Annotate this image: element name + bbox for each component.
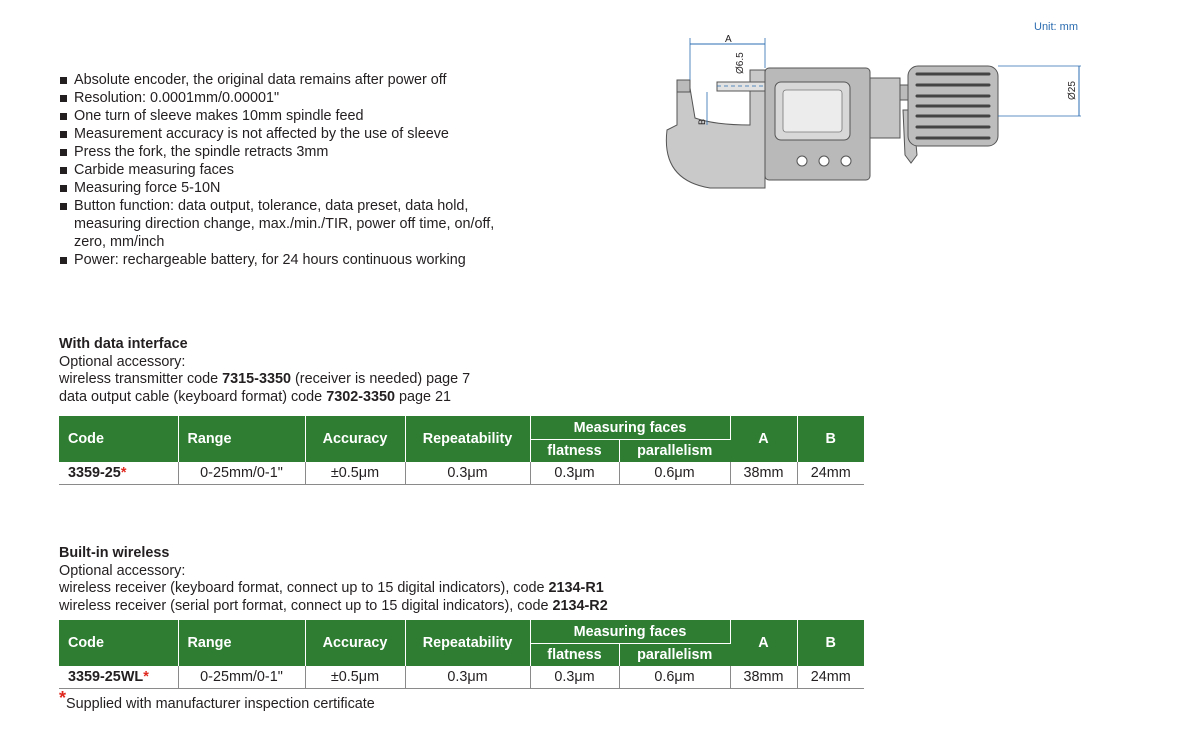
cell-a: 38mm — [730, 666, 797, 689]
section-title: With data interface — [59, 336, 188, 352]
header-accuracy: Accuracy — [305, 620, 405, 666]
cell-repeatability: 0.3μm — [405, 462, 530, 485]
cell-a: 38mm — [730, 462, 797, 485]
button-icon — [841, 156, 851, 166]
feature-item: Measurement accuracy is not affected by the use of sleeve — [59, 125, 529, 143]
header-repeatability: Repeatability — [405, 620, 530, 666]
thimble-diameter-label: Ø25 — [1067, 81, 1078, 100]
cell-parallelism: 0.6μm — [619, 666, 730, 689]
header-parallelism: parallelism — [619, 440, 730, 463]
section-title: Built-in wireless — [59, 545, 170, 561]
anvil — [677, 80, 690, 92]
cell-repeatability: 0.3μm — [405, 666, 530, 689]
optional-label: Optional accessory: — [59, 353, 186, 370]
spec-table-data-interface — [59, 416, 864, 485]
feature-list — [59, 71, 529, 269]
accessory-line: wireless receiver (serial port format, connect up to 15 digital indicators), code 2134-R2 — [59, 597, 608, 614]
header-repeatability: Repeatability — [405, 416, 530, 462]
feature-item: Carbide measuring faces — [59, 161, 529, 179]
cell-range: 0-25mm/0-1" — [178, 666, 305, 689]
cell-accuracy: ±0.5μm — [305, 666, 405, 689]
table-row — [59, 462, 864, 485]
cell-b: 24mm — [797, 462, 864, 485]
feature-item: Measuring force 5-10N — [59, 179, 529, 197]
spindle — [717, 82, 765, 91]
accessory-line: wireless receiver (keyboard format, connect up to 15 digital indicators), code 2134-R1 — [59, 580, 604, 596]
cell-accuracy: ±0.5μm — [305, 462, 405, 485]
footnote — [59, 688, 375, 713]
feature-item: Press the fork, the spindle retracts 3mm — [59, 143, 529, 161]
header-flatness: flatness — [530, 644, 619, 667]
wireless-section — [59, 545, 608, 615]
feature-item: Power: rechargeable battery, for 24 hours continuous working — [59, 251, 529, 269]
accessory-line: data output cable (keyboard format) code 7302-3350 page 21 — [59, 388, 452, 405]
button-icon — [819, 156, 829, 166]
feature-item: Button function: data output, tolerance, data preset, data hold, measuring direction change, max./min./TIR, power off time, on/off, zero, mm/inch — [59, 197, 529, 251]
footnote-star: * — [59, 688, 67, 708]
data-interface-section — [59, 336, 470, 406]
feature-item: Resolution: 0.0001mm/0.00001" — [59, 89, 529, 107]
header-measuring-faces: Measuring faces — [530, 620, 730, 644]
cell-parallelism: 0.6μm — [619, 462, 730, 485]
header-code: Code — [59, 620, 178, 666]
spindle-diameter-label: Ø6.5 — [735, 52, 746, 74]
sleeve — [870, 78, 900, 138]
header-measuring-faces: Measuring faces — [530, 416, 730, 440]
spec-table-wireless — [59, 620, 864, 689]
header-a: A — [730, 620, 797, 666]
cell-code: 3359-25WL* — [59, 666, 178, 689]
header-parallelism: parallelism — [619, 644, 730, 667]
header-a: A — [730, 416, 797, 462]
micrometer-drawing — [655, 30, 1085, 195]
cell-flatness: 0.3μm — [530, 666, 619, 689]
cell-flatness: 0.3μm — [530, 462, 619, 485]
cell-b: 24mm — [797, 666, 864, 689]
unit-label: Unit: mm — [1034, 21, 1078, 33]
accessory-line: wireless transmitter code 7315-3350 (receiver is needed) page 7 — [59, 371, 471, 387]
optional-label: Optional accessory: — [59, 562, 186, 579]
feature-item: One turn of sleeve makes 10mm spindle feed — [59, 107, 529, 125]
header-range: Range — [178, 416, 305, 462]
cell-code: 3359-25* — [59, 462, 178, 485]
dimension-a-label: A — [725, 34, 732, 45]
header-b: B — [797, 620, 864, 666]
dimension-b-label: B — [697, 118, 707, 125]
header-range: Range — [178, 620, 305, 666]
feature-item: Absolute encoder, the original data remains after power off — [59, 71, 529, 89]
table-row — [59, 666, 864, 689]
cell-range: 0-25mm/0-1" — [178, 462, 305, 485]
header-code: Code — [59, 416, 178, 462]
header-b: B — [797, 416, 864, 462]
footnote-text: Supplied with manufacturer inspection certificate — [66, 696, 375, 712]
button-icon — [797, 156, 807, 166]
header-flatness: flatness — [530, 440, 619, 463]
header-accuracy: Accuracy — [305, 416, 405, 462]
